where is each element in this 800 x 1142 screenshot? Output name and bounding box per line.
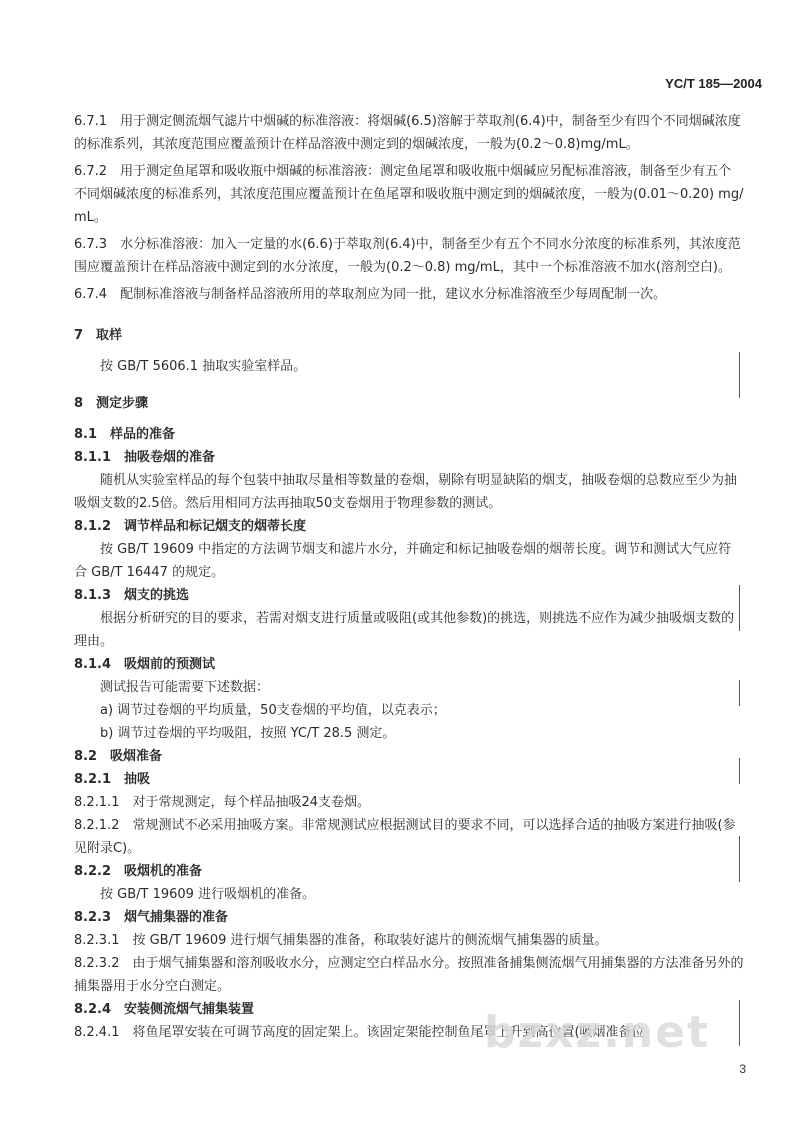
clause-8-1-1-heading: 8.1.1 抽吸卷烟的准备: [74, 450, 216, 465]
clause-8-2-1-2: 8.2.1.2 常规测试不必采用抽吸方案。非常规测试应根据测试目的要求不同，可以选择合适的抽吸方案进行抽吸(参见附录C)。: [74, 818, 736, 856]
clause-8-2-4-heading: 8.2.4 安装侧流烟气捕集装置: [74, 1002, 255, 1017]
revision-bar: [739, 352, 740, 398]
watermark: bzxz.net: [483, 1007, 710, 1058]
clause-8-2-3-heading: 8.2.3 烟气捕集器的准备: [74, 910, 229, 925]
list-item-b: b) 调节过卷烟的平均吸阻，按照 YC/T 28.5 测定。: [100, 726, 396, 741]
clause-8-2-4-1: 8.2.4.1 将鱼尾罩安装在可调节高度的固定架上。该固定架能控制鱼尾罩上升到高位置(吸烟准备位: [74, 1025, 645, 1040]
clause-8-2-3-1: 8.2.3.1 按 GB/T 19609 进行烟气捕集器的准备，称取装好滤片的侧流烟气捕集器的质量。: [74, 933, 608, 948]
revision-bar: [739, 680, 740, 706]
revision-bar: [739, 758, 740, 784]
clause-8-2-3-2: 8.2.3.2 由于烟气捕集器和溶剂吸收水分，应测定空白样品水分。按照准备捕集侧流烟气用捕集器的方法准备另外的捕集器用于水分空白测定。: [74, 956, 744, 994]
clause-8-1-heading: 8.1 样品的准备: [74, 427, 176, 442]
clause-8-1-2-heading: 8.1.2 调节样品和标记烟支的烟蒂长度: [74, 519, 307, 534]
clause-8-1-2-text: 按 GB/T 19609 中指定的方法调节烟支和滤片水分，并确定和标记抽吸卷烟的烟蒂长度。调节和测试大气应符合 GB/T 16447 的规定。: [74, 542, 732, 580]
section-7-text: 按 GB/T 5606.1 抽取实验室样品。: [100, 359, 307, 374]
clause-8-1-3-text: 根据分析研究的目的要求，若需对烟支进行质量或吸阻(或其他参数)的挑选，则挑选不应作为减少抽吸烟支数的理由。: [74, 611, 735, 649]
clause-6-7-1: 6.7.1 用于测定侧流烟气滤片中烟碱的标准溶液：将烟碱(6.5)溶解于萃取剂(6.4)中，制备至少有四个不同烟碱浓度的标准系列，其浓度范围应覆盖预计在样品溶液中测定到的烟碱浓度，一般为(0.2～0.8)mg/mL。: [74, 114, 741, 152]
clause-8-1-4-text: 测试报告可能需要下述数据：: [100, 680, 270, 695]
clause-8-1-1-text: 随机从实验室样品的每个包装中抽取尽量相等数量的卷烟，剔除有明显缺陷的烟支，抽吸卷烟的总数应至少为抽吸烟支数的2.5倍。然后用相同方法再抽取50支卷烟用于物理参数的测试。: [74, 473, 738, 511]
revision-bar: [739, 836, 740, 882]
clause-8-2-1-heading: 8.2.1 抽吸: [74, 772, 151, 787]
list-item-a: a) 调节过卷烟的平均质量，50支卷烟的平均值，以克表示；: [100, 703, 446, 718]
clause-6-7-2: 6.7.2 用于测定鱼尾罩和吸收瓶中烟碱的标准溶液：测定鱼尾罩和吸收瓶中烟碱应另配标准溶液，制备至少有五个不同烟碱浓度的标准系列，其浓度范围应覆盖预计在鱼尾罩和吸收瓶中测定到的烟碱浓度，一般为(0.01～0.20) mg/mL。: [74, 164, 744, 225]
clause-6-7-4: 6.7.4 配制标准溶液与制备样品溶液所用的萃取剂应为同一批，建议水分标准溶液至少每周配制一次。: [74, 287, 667, 302]
standard-code: YC/T 185—2004: [665, 76, 762, 91]
revision-bar: [739, 1000, 740, 1046]
clause-8-2-2-text: 按 GB/T 19609 进行吸烟机的准备。: [100, 887, 316, 902]
clause-6-7-3: 6.7.3 水分标准溶液：加入一定量的水(6.6)于萃取剂(6.4)中，制备至少有五个不同水分浓度的标准系列，其浓度范围应覆盖预计在样品溶液中测定到的水分浓度，一般为(0.2～0.8) mg/mL，其中一个标准溶液不加水(溶剂空白)。: [74, 237, 741, 275]
revision-bar: [739, 585, 740, 631]
clause-8-2-2-heading: 8.2.2 吸烟机的准备: [74, 864, 203, 879]
document-body: [74, 110, 744, 1044]
section-8-heading: 8 测定步骤: [74, 396, 149, 411]
clause-8-1-3-heading: 8.1.3 烟支的挑选: [74, 588, 190, 603]
clause-8-2-1-1: 8.2.1.1 对于常规测定，每个样品抽吸24支卷烟。: [74, 795, 371, 810]
page-number: 3: [739, 1062, 746, 1076]
clause-8-1-4-heading: 8.1.4 吸烟前的预测试: [74, 657, 216, 672]
section-7-heading: 7 取样: [74, 328, 123, 343]
clause-8-2-heading: 8.2 吸烟准备: [74, 749, 163, 764]
